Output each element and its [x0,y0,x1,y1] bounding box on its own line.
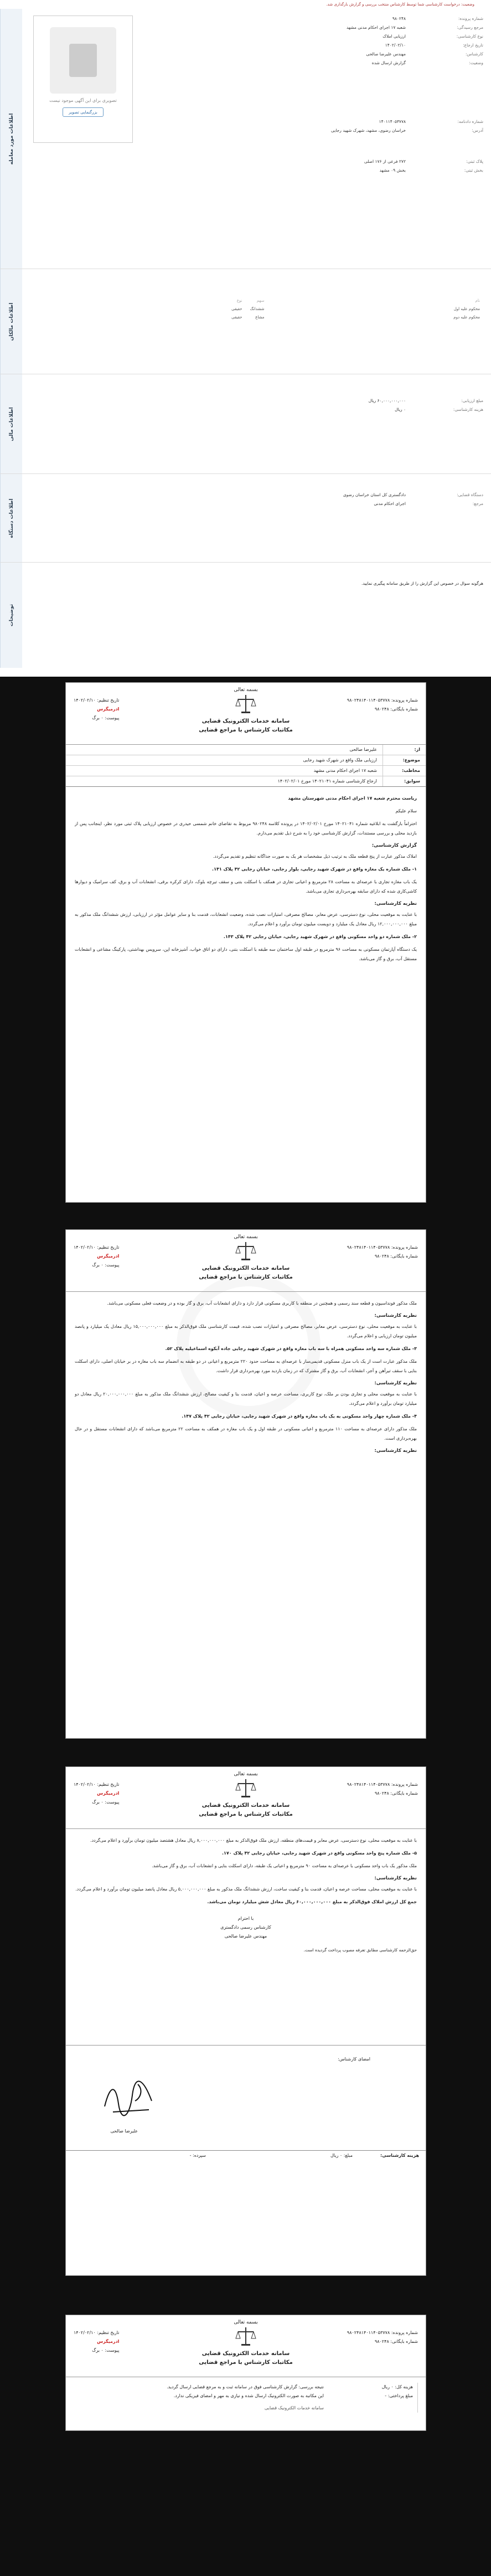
notes-text: هرگونه سوال در خصوص این گزارش را از طریق سامانه پیگیری نمایید. [361,581,483,586]
section-title-notes: توضیحات [0,563,22,668]
doc-bismillah: بسمه تعالی [234,687,258,693]
doc-item-title: ۲- ملک شماره دو واحد مسکونی واقع در شهرک شهید رجایی، خیابان رجایی ۴۲ پلاک ۱۴۳. [223,934,417,939]
fee-label: هزینه کارشناسی: [380,2153,419,2158]
case-portal [0,0,491,677]
doc-paragraph: ملک مذکور دارای عرصه‌ای به مساحت ۱۱۰ مترمربع و اعیانی مسکونی در طبقه اول و یک باب مغازه در همکف به مساحت ۲۲ مترمربع می‌باشد که دارای انشعابات مستقل و در حال بهره‌برداری است. [75,1426,417,1441]
case-field: کارشناس: مهندس علیرضا صالحی [366,51,483,56]
doc-paragraph: با عنایت به موقعیت محلی، نوع دسترسی، عرض معابر، مصالح مصرفی، امتیازات نصب شده، وضعیت انشعابات، قدمت بنا و سایر عوامل مؤثر در ارزیابی، ارزش ششدانگ ملک مذکور به مبلغ ۱۲,۰۰۰,۰۰۰,۰۰۰ ریال معادل یک میلیارد و دویست میلیون تومان برآورد و اعلام می‌گردد. [75,912,417,926]
doc-total: جمع کل ارزش املاک فوق‌الذکر به مبلغ ۶۰,۰۰۰,۰۰۰,۰۰۰ ریال معادل شش میلیارد تومان می‌باشد. [207,1899,417,1904]
case-field: وضعیت: گزارش ارسال شده [371,60,483,65]
doc-paragraph: با عنایت به موقعیت محلی، نوع دسترسی، عرض معابر، مصالح مصرفی و امتیازات نصب شده، قیمت کارشناسی ملک فوق‌الذکر به مبلغ ۱۵,۰۰۰,۰۰۰,۰۰۰ ریال معادل یک میلیارد و پانصد میلیون تومان ارزیابی و اعلام می‌گردد. [75,1324,417,1338]
judiciary-emblem-icon [235,2325,257,2347]
owners-section [0,269,491,374]
financial-field: مبلغ ارزیابی: ۶۰,۰۰۰,۰۰۰,۰۰۰ ریال [368,398,483,403]
section-title-device: اطلاعات دستگاه [0,474,22,562]
case-info-section [0,9,491,269]
doc-heading: نظریه کارشناسی: [374,1380,417,1386]
owners-header: نام سهم نوع [236,298,480,303]
doc-date-info: تاریخ تنظیم: ۱۴۰۲/۰۲/۱۰ ادرمیگرس پیوست: ۰ برگ [74,698,120,720]
case-field: مرجع رسیدگی: شعبه ۱۷ اجرای احکام مدنی مشهد [346,25,483,30]
doc-org-title: سامانه خدمات الکترونیک قضایی [201,718,290,724]
financial-field: هزینه کارشناسی: ۰ ریال [395,407,483,412]
section-title-financial: اطلاعات مالی [0,374,22,473]
doc-meta-row: مخاطب: شعبه ۱۷ اجرای احکام مدنی مشهد [66,766,426,776]
status-note: وضعیت: درخواست کارشناسی شما توسط کارشناس منتخب بررسی و گزارش بارگذاری شد. [326,2,474,7]
photo-caption: تصویری برای این آگهی موجود نیست [49,98,117,103]
doc-org-title: سامانه خدمات الکترونیک قضایی [201,2351,290,2357]
doc-summary-text: نتیجه بررسی: گزارش کارشناسی فوق در سامانه ثبت و به مرجع قضایی ارسال گردید. این مکاتبه به صورت الکترونیک ارسال شده و نیازی به مهر و امضای فیزیکی ندارد. سامانه خدمات الکترونیک قضایی [167,2384,324,2410]
doc-intro: احتراماً بازگشت به ابلاغیه شماره ۱۴۰۲۱۰۴۱ مورخ ۱۴۰۲/۰۲/۰۱ در پرونده کلاسه ۹۸۰۲۴۸ مربوط به تقاضای خانم شمسی حیدری در خصوص ارزیابی پلاک ثبتی مورد نظر، اینجانب پس از بازدید محلی و بررسی مستندات، گزارش کارشناسی خود را به شرح ذیل تقدیم می‌دارم. [75,821,417,836]
document-page-1 [65,682,426,1203]
doc-heading: نظریه کارشناسی: [374,1876,417,1881]
doc-org-title: سامانه خدمات الکترونیک قضایی [201,1802,290,1809]
doc-org-title: سامانه خدمات الکترونیک قضایی [201,1265,290,1271]
doc-org-subtitle: مکاتبات کارشناس با مراجع قضایی [199,2359,293,2366]
doc-heading: نظریه کارشناسی: [374,1313,417,1318]
doc-signature-block: با احترام کارشناس رسمی دادگستری مهندس علیرضا صالحی [220,1916,271,1939]
notes-section [0,563,491,668]
financial-section [0,374,491,474]
doc-ref-info: شماره پرونده: ۹۸۰۲۴۸۱۴۰۱۱۴۰۵۳۷۷۸ شماره بایگانی: ۹۸۰۲۴۸ [347,698,418,712]
fee-amount: مبلغ: ۰ ریال [330,2153,353,2158]
doc-paragraph: املاک مذکور عبارت از پنج قطعه ملک به ترتیب ذیل مشخصات هر یک به صورت جداگانه تنظیم و تقدیم می‌گردد. [213,854,417,859]
section-title-case: اطلاعات مورد معامله [0,9,22,269]
case-field: نوع کارشناسی: ارزیابی املاک [383,34,483,39]
doc-bismillah: بسمه تعالی [234,1771,258,1777]
doc-paragraph: ملک مذکور یک باب واحد مسکونی با عرصه‌ای به مساحت ۹۰ مترمربع و اعیانی یک طبقه، دارای اسکلت بنایی و انشعابات آب، برق و گاز می‌باشد. [152,1863,417,1868]
doc-item-title: ۱- ملک شماره یک مغازه واقع در شهرک شهید رجایی، بلوار رجایی، خیابان رجایی ۴۲ پلاک ۱۴۱. [212,867,417,872]
doc-meta-row: موضوع: ارزیابی ملک واقع در شهرک شهید رجایی [66,755,426,766]
device-section [0,474,491,563]
doc-body [66,787,426,973]
doc-recipient: ریاست محترم شعبه ۱۷ اجرای احکام مدنی شهرستان مشهد [288,796,417,801]
case-field: آدرس: خراسان رضوی، مشهد، شهرک شهید رجایی [331,128,483,133]
doc-summary-fees: هزینه کل: ۰ ریال مبلغ پرداختی: - [329,2383,418,2413]
case-field: شماره دادنامه: ۱۴۰۱۱۴۰۵۳۷۷۸ [379,119,483,124]
doc-org-subtitle: مکاتبات کارشناس با مراجع قضایی [199,727,293,733]
doc-heading: نظریه کارشناسی: [374,901,417,906]
doc-heading: گزارش کارشناسی: [371,843,417,848]
document-page-3 [65,1766,426,2276]
table-row: محکوم علیه اول ششدانگ حقیقی [231,307,480,311]
fee-deposit: سپرده: - [189,2153,206,2158]
document-header [66,683,426,745]
doc-paragraph: یک دستگاه آپارتمان مسکونی به مساحت ۹۶ مترمربع در طبقه اول ساختمان سه طبقه با اسکلت بتنی، دارای دو اتاق خواب، آشپزخانه اپن، سرویس بهداشتی، پارکینگ مشاعی و انشعابات مستقل آب، برق و گاز می‌باشد. [75,947,417,961]
doc-meta-row: از: علیرضا صالحی [66,745,426,755]
judiciary-emblem-icon [235,1240,257,1262]
doc-item-title: ۵- ملک شماره پنج واحد مسکونی واقع در شهرک شهید رجایی، خیابان رجایی ۴۲ پلاک ۱۷۰. [221,1851,417,1856]
doc-body [66,1829,426,2045]
document-header [66,2315,426,2377]
document-page-2 [65,1229,426,1739]
doc-paragraph: ملک مذکور فونداسیون و قطعه سند رسمی و همچنین در منطقه با کاربری مسکونی قرار دارد و دارای انشعابات آب، برق و گاز بوده و در وضعیت فعلی مسکونی می‌باشد. [107,1301,417,1306]
doc-meta-row: سوابق: ارجاع کارشناسی شماره ۱۴۰۲۱۰۴۱ مورخ ۱۴۰۲/۰۲/۰۱ [66,776,426,787]
signature-box [66,2045,426,2150]
signature-name: علیرضا صالحی [110,2129,138,2134]
device-field: دستگاه قضایی: دادگستری کل استان خراسان رضوی [343,492,483,497]
case-field: پلاک ثبتی: ۲۷۲ فرعی از ۱۷۶ اصلی [364,159,483,164]
judiciary-emblem-icon [235,693,257,715]
doc-body [66,1292,426,1464]
photo-box [33,16,133,143]
doc-org-subtitle: مکاتبات کارشناس با مراجع قضایی [199,1811,293,1817]
doc-date-info: تاریخ تنظیم: ۱۴۰۲/۰۲/۱۰ ادرمیگرس پیوست: ۰ برگ [74,1245,120,1268]
doc-ref-info: شماره پرونده: ۹۸۰۲۴۸۱۴۰۱۱۴۰۵۳۷۷۸ شماره بایگانی: ۹۸۰۲۴۸ [347,1782,418,1796]
document-page-4 [65,2315,426,2431]
doc-ref-info: شماره پرونده: ۹۸۰۲۴۸۱۴۰۱۱۴۰۵۳۷۷۸ شماره بایگانی: ۹۸۰۲۴۸ [347,1245,418,1259]
case-field: بخش ثبتی: بخش ۰۹ مشهد [379,168,483,173]
judiciary-emblem-icon [235,1777,257,1799]
owners-body [22,269,491,374]
handwritten-signature-icon [99,2073,160,2123]
doc-summary [66,2377,426,2418]
photo-zoom-button[interactable]: بزرگنمایی تصویر [63,107,104,117]
doc-date-info: تاریخ تنظیم: ۱۴۰۲/۰۲/۱۰ ادرمیگرس پیوست: ۰ برگ [74,2330,120,2353]
fee-row [66,2150,426,2161]
doc-greeting: سلام علیکم [395,808,417,813]
doc-heading: نظریه کارشناسی: [374,1448,417,1454]
case-fields [152,14,483,175]
notes-body [22,563,491,668]
section-title-owners: اطلاعات مالکان [0,269,22,374]
doc-paragraph: با عنایت به موقعیت محلی، مساحت عرصه و اعیان، قدمت بنا و کیفیت ساخت، ارزش ششدانگ ملک مذکور به مبلغ ۵,۰۰۰,۰۰۰,۰۰۰ ریال معادل پانصد میلیون تومان برآورد و اعلام می‌گردد. [75,1887,417,1892]
document-header [66,1230,426,1292]
financial-body [22,374,491,473]
doc-org-subtitle: مکاتبات کارشناس با مراجع قضایی [199,1274,293,1280]
signature-label: امضای کارشناس: [338,2057,370,2062]
doc-paragraph: ملک مذکور عبارت است از یک باب منزل مسکونی قدیمی‌ساز با عرصه‌ای به مساحت حدود ۲۲۰ مترمربع و اعیانی در دو طبقه به انضمام سه باب مغازه در بر خیابان اصلی، دارای اسکلت بنایی با سقف تیرآهن و آجر، انشعابات آب، برق و گاز مشترک که در زمان بازدید مورد بهره‌برداری قرار داشت. [75,1359,417,1373]
device-field: مرجع: اجرای احکام مدنی [374,501,483,506]
doc-footnote: حق‌الزحمه کارشناسی مطابق تعرفه مصوب پرداخت گردیده است. [303,1948,417,1952]
doc-paragraph: یک باب مغازه تجاری با عرصه‌ای به مساحت ۲۸ مترمربع و اعیانی تجاری در همکف با اسکلت بتنی و سقف تیرچه بلوک، دارای کرکره برقی، انشعابات آب و برق، کف سرامیک و دیوارها کاشی‌کاری شده که دارای سابقه بهره‌برداری تجاری می‌باشد. [75,879,417,894]
document-header [66,1767,426,1829]
doc-date-info: تاریخ تنظیم: ۱۴۰۲/۰۲/۱۰ ادرمیگرس پیوست: ۰ برگ [74,1782,120,1805]
case-info-body [22,9,491,269]
case-field: تاریخ ارجاع: ۱۴۰۲/۰۲/۱۰ [385,43,483,48]
doc-bismillah: بسمه تعالی [234,2320,258,2325]
doc-bismillah: بسمه تعالی [234,1234,258,1240]
placeholder-image-icon [50,27,116,94]
doc-paragraph: با عنایت به موقعیت محلی و تجاری بودن بر ملک، نوع کاربری، مساحت عرصه و اعیان، قدمت بنا و کیفیت مصالح، ارزش ششدانگ ملک مذکور به مبلغ ۲۰,۰۰۰,۰۰۰,۰۰۰ ریال معادل دو میلیارد تومان برآورد و اعلام می‌گردد. [75,1392,417,1406]
device-body [22,474,491,562]
doc-ref-info: شماره پرونده: ۹۸۰۲۴۸۱۴۰۱۱۴۰۵۳۷۷۸ شماره بایگانی: ۹۸۰۲۴۸ [347,2330,418,2344]
table-row: محکوم علیه دوم مشاع حقیقی [231,315,480,320]
doc-paragraph: با عنایت به موقعیت محلی، نوع دسترسی، عرض معابر و قیمت‌های منطقه، ارزش ملک فوق‌الذکر به مبلغ ۸,۰۰۰,۰۰۰,۰۰۰ ریال معادل هشتصد میلیون تومان برآورد و اعلام می‌گردد. [90,1838,417,1843]
doc-item-title: ۴- ملک شماره چهار واحد مسکونی به یک باب مغازه واقع در شهرک شهید رجایی، خیابان رجایی ۴۲ پلاک ۱۴۷. [182,1414,417,1419]
doc-item-title: ۳- ملک شماره سه واحد مسکونی همراه با سه باب مغازه واقع در شهرک شهید رجایی جاده آبکوه اسماعیلیه پلاک ۵۲. [165,1346,417,1351]
case-field: شماره پرونده: ۹۸۰۲۴۸ [392,16,483,21]
